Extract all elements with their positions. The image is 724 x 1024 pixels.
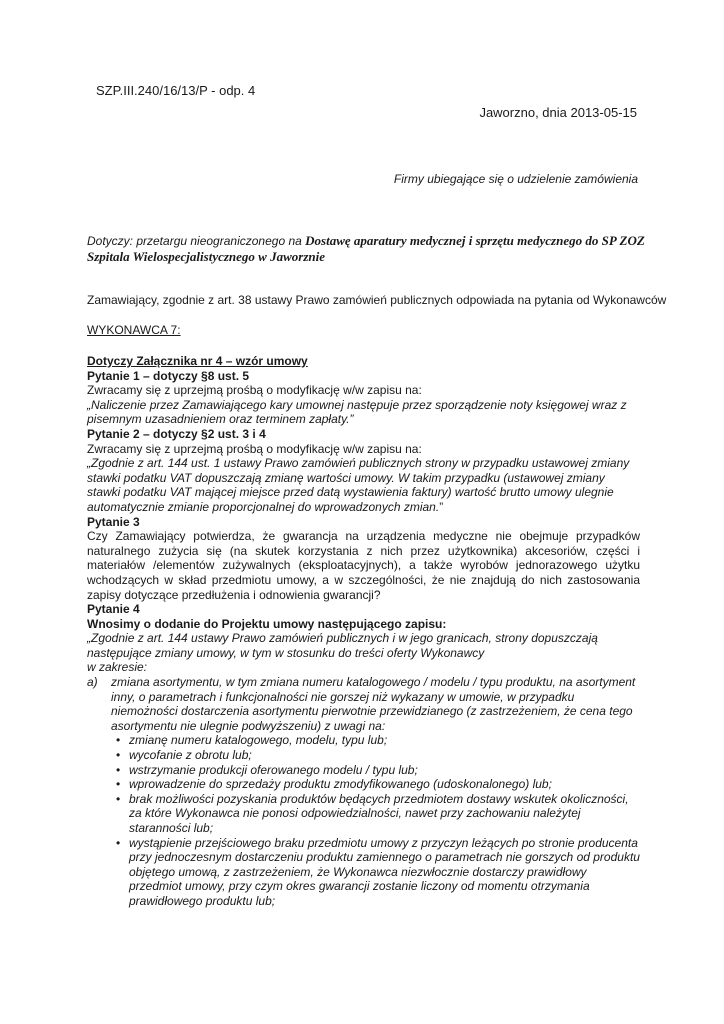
question-2-request: Zwracamy się z uprzejmą prośbą o modyfikację w/w zapisu na: <box>87 441 422 456</box>
list-item <box>116 733 640 748</box>
question-2-title: Pytanie 2 – dotyczy §2 ust. 3 i 4 <box>87 426 266 441</box>
section-title: Dotyczy Załącznika nr 4 – wzór umowy <box>87 354 308 368</box>
question-1-quote: „Naliczenie przez Zamawiającego kary umownej następuje przez sporządzenie noty księgowej wraz z pisemnym uzasadnieniem oraz terminem zapłaty.” <box>87 397 627 427</box>
bullet-text: wstrzymanie produkcji oferowanego modelu / typu lub; <box>129 762 418 777</box>
bullet-text: wycofanie z obrotu lub; <box>129 748 252 763</box>
question-3-text: Czy Zamawiający potwierdza, że gwarancja na urządzenia medyczne nie obejmuje przypadków naturalnego zużycia się (na skutek korzystania z nich przez użytkownika) akcesoriów, części i materiałów /elementów zużywalnych (eksploatacyjnych), a także wyrobów jednorazowego użytku wchodzących w skład przedmiotu umowy, a w szczególności, że nie znajdują do nich zastosowania zapisy dotyczące przedłużenia i odnowienia gwarancji? <box>87 529 640 602</box>
bullet-text: brak możliwości pozyskania produktów będących przedmiotem dostawy wskutek okoliczności, za które Wykonawca nie ponosi odpowiedzialności, nawet przy zachowaniu należytej staranności lub; <box>129 791 629 835</box>
bullet-text: wprowadzenie do sprzedaży produktu zmodyfikowanego (udoskonalonego) lub; <box>129 777 552 792</box>
list-item-a-text: zmiana asortymentu, w tym zmiana numeru katalogowego / modelu / typu produktu, na asortyment inny, o parametrach i funkcjonalności nie gorszej niż wykazany w umowie, w przypadku niemożności dostarczenia asortymentu pierwotnie przewidzianego (z zastrzeżeniem, że cena tego asortymentu nie ulegnie podwyższeniu) z uwagi na: <box>111 675 636 733</box>
question-4-scope: w zakresie: <box>87 660 148 675</box>
question-2-quote-end: ” <box>439 499 444 514</box>
document-body <box>87 354 640 909</box>
list-item <box>116 835 640 909</box>
subject-title: Dostawę aparatury medycznej i sprzętu medycznego do SP ZOZ Szpitala Wielospecjalistycznego w Jaworznie <box>87 233 645 264</box>
reference-number: SZP.III.240/16/13/P - odp. 4 <box>96 83 256 98</box>
bullet-text: wystąpienie przejściowego braku przedmiotu umowy z przyczyn leżących po stronie producenta przy jednoczesnym dostarczeniu produktu zamiennego o parametrach nie gorszych od produktu objętego umową, z zastrzeżeniem, że Wykonawca niezwłocznie dostarczy prawidłowy przedmiot umowy, przy czym okres gwarancji zostanie liczony od momentu otrzymania prawidłowego produktu lub; <box>129 835 640 908</box>
question-4-title: Pytanie 4 <box>87 602 140 617</box>
subject-lead: Dotyczy: przetargu nieograniczonego na <box>87 234 306 248</box>
question-1-request: Zwracamy się z uprzejmą prośbą o modyfikację w/w zapisu na: <box>87 383 422 398</box>
subject-line <box>87 233 647 265</box>
question-4-subtitle: Wnosimy o dodanie do Projektu umowy następującego zapisu: <box>87 616 447 631</box>
question-4-quote: „Zgodnie z art. 144 ustawy Prawo zamówień publicznych i w jego granicach, strony dopuszczają następujące zmiany umowy, w tym w stosunku do treści oferty Wykonawcy <box>87 631 598 660</box>
addressee: Firmy ubiegające się o udzielenie zamówienia <box>393 172 638 186</box>
bullet-icon: • <box>116 835 121 850</box>
question-2-quote-block <box>87 456 640 514</box>
bullet-list <box>87 733 640 908</box>
question-3-title: Pytanie 3 <box>87 514 140 529</box>
bullet-text: zmianę numeru katalogowego, modelu, typu lub; <box>129 733 388 748</box>
place-date: Jaworzno, dnia 2013-05-15 <box>479 105 637 120</box>
bullet-icon: • <box>116 777 121 792</box>
question-1-title: Pytanie 1 – dotyczy §8 ust. 5 <box>87 368 250 383</box>
list-item <box>116 777 640 792</box>
bullet-icon: • <box>116 748 121 763</box>
list-item-a <box>87 675 640 733</box>
bullet-icon: • <box>116 733 121 748</box>
contractor-heading: WYKONAWCA 7: <box>87 323 181 337</box>
list-item <box>116 762 640 778</box>
bullet-icon: • <box>116 791 121 806</box>
intro-text: Zamawiający, zgodnie z art. 38 ustawy Prawo zamówień publicznych odpowiada na pytania od Wykonawców <box>87 293 667 307</box>
list-item <box>116 791 640 836</box>
question-2-quote: „Zgodnie z art. 144 ust. 1 ustawy Prawo zamówień publicznych strony w przypadku ustawowej zmiany stawki podatku VAT dopuszczają zmianę wartości umowy. W takim przypadku (ustawowej zmiany stawki podatku VAT mającej miejsce przed datą wystawienia faktury) wartość brutto umowy ulegnie automatycznie zmianie proporcjonalnej do wprowadzonych zmian. <box>87 456 630 514</box>
list-item <box>116 748 640 763</box>
bullet-icon: • <box>116 762 121 777</box>
list-item-a-label: a) <box>87 675 98 690</box>
